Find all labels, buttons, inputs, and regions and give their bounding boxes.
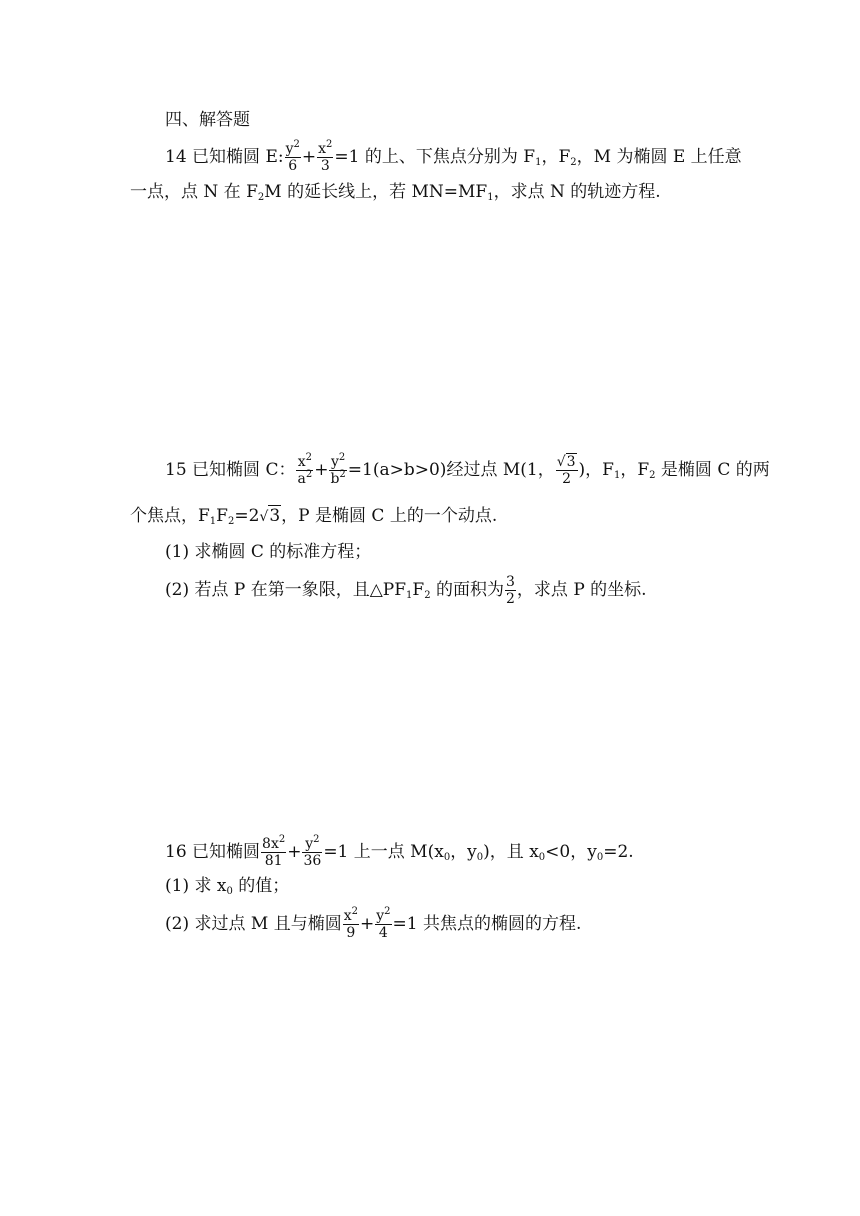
q16-fraction-y2-over-36: $\frac{y^2}{36}$ xyxy=(303,834,322,869)
q15-part-1: (1) 求椭圆 C 的标准方程； xyxy=(165,542,372,562)
q15-line-1: 15 已知椭圆 C： $\frac{x^2}{a^2}$ + $\frac{y^2}{b^2}$ =1(a>b>0)经过点 M(1， $\frac{√3}{2}$ )，$F_1$，$F_2$ 是椭圆 C 的两 xyxy=(165,452,770,487)
q16-part-1: (1) 求 $x_0$ 的值； xyxy=(165,876,290,897)
q16-fraction-y2-over-4: $\frac{y^2}{4}$ xyxy=(376,906,391,941)
q14-number: 14 xyxy=(165,147,187,167)
q16-part-2: (2) 求过点 M 且与椭圆 $\frac{x^2}{9}$ + $\frac{y^2}{4}$ =1 共焦点的椭圆的方程. xyxy=(165,906,582,941)
q14-text-1: 已知椭圆 E: xyxy=(192,147,284,167)
q16-fraction-x2-over-9: $\frac{x^2}{9}$ xyxy=(343,906,358,941)
q16-line-1: 16 已知椭圆 $\frac{8x^2}{81}$ + $\frac{y^2}{36}$ =1 上一点 $M(x_0$，$y_0$)，且 $x_0<0$，$y_0=2$. xyxy=(165,834,634,869)
q15-fraction-sqrt3-over-2: $\frac{√3}{2}$ xyxy=(556,454,576,487)
sqrt-symbol: √3 xyxy=(259,506,281,526)
q15-fraction-3-over-2: $\frac{3}{2}$ xyxy=(506,574,515,607)
q14-fraction-y2-over-6: $\frac{y^2}{6}$ xyxy=(285,139,300,174)
q15-part-2: (2) 若点 P 在第一象限，且$\triangle PF_1F_2$ 的面积为 $\frac{3}{2}$ ，求点 P 的坐标. xyxy=(165,574,647,607)
q15-fraction-y2-over-b2: $\frac{y^2}{b^2}$ xyxy=(330,452,346,487)
q14-text-2: =1 的上、下焦点分别为 F xyxy=(334,147,536,167)
sqrt-symbol: √3 xyxy=(556,454,576,470)
q15-line-2: 个焦点，$F_1F_2=2√3$，P 是椭圆 C 上的一个动点. xyxy=(130,506,498,527)
q15-number: 15 xyxy=(165,460,187,480)
section-title: 四、解答题 xyxy=(165,110,250,130)
q16-fraction-8x2-over-81: $\frac{8x^2}{81}$ xyxy=(262,834,286,869)
q15-fraction-x2-over-a2: $\frac{x^2}{a^2}$ xyxy=(297,452,313,487)
q14-line-1: 14 已知椭圆 E: $\frac{y^2}{6}$ + $\frac{x^2}{3}$ =1 的上、下焦点分别为 $F_1$，$F_2$，M 为椭圆 E 上任意 xyxy=(165,139,742,174)
plus-sign: + xyxy=(301,147,317,167)
q16-number: 16 xyxy=(165,842,187,862)
q14-fraction-x2-over-3: $\frac{x^2}{3}$ xyxy=(318,139,333,174)
q14-line-2: 一点，点 N 在 $F_2M$ 的延长线上，若 $MN=MF_1$，求点 N 的轨迹方程. xyxy=(130,182,661,203)
